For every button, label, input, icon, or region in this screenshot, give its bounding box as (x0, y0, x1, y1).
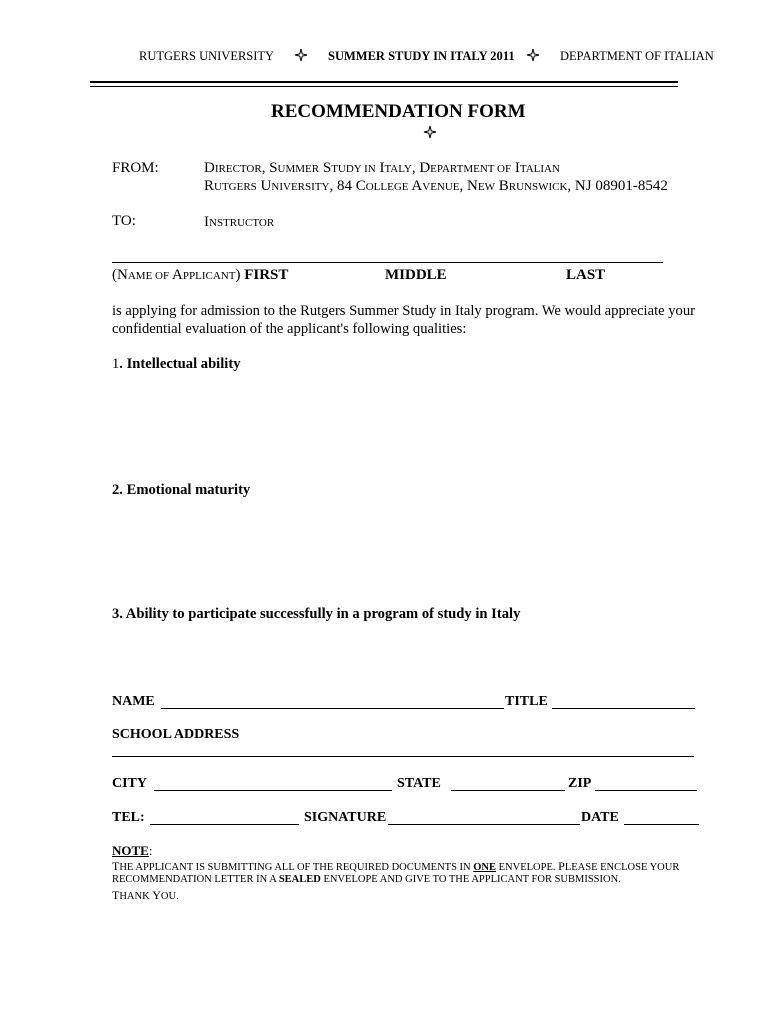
to-value: INSTRUCTOR (204, 214, 275, 230)
note-line-1: THE APPLICANT IS SUBMITTING ALL OF THE REQUIRED DOCUMENTS IN ONE ENVELOPE. PLEASE ENCLOSE YOUR (112, 859, 680, 873)
header-rule-top (90, 81, 678, 83)
tel-label: TEL: (112, 810, 145, 825)
quality-intellectual-ability: 1. Intellectual ability (112, 356, 241, 372)
middle-name-label: MIDDLE (385, 267, 447, 283)
name-field[interactable] (161, 708, 504, 709)
note-line-2: RECOMMENDATION LETTER IN A SEALED ENVELOPE AND GIVE TO THE APPLICANT FOR SUBMISSION. (112, 874, 621, 885)
note-label: NOTE: (112, 843, 153, 858)
star-icon (423, 125, 437, 139)
last-name-label: LAST (566, 267, 606, 283)
applicant-name-field[interactable] (112, 262, 663, 263)
to-label: TO: (112, 213, 136, 229)
first-name-label: FIRST (244, 267, 289, 283)
city-label: CITY (112, 776, 148, 791)
quality-emotional-maturity: 2. Emotional maturity (112, 482, 251, 498)
school-address-label: SCHOOL ADDRESS (112, 727, 240, 742)
date-label: DATE (581, 810, 619, 825)
title-field[interactable] (552, 708, 695, 709)
star-icon (526, 48, 540, 62)
name-label: NAME (112, 694, 155, 709)
note-line-3: THANK YOU. (112, 888, 179, 902)
city-field[interactable] (154, 790, 392, 791)
date-field[interactable] (624, 824, 699, 825)
header-left: RUTGERS UNIVERSITY (139, 49, 275, 63)
quality-study-in-italy: 3. Ability to participate successfully in a program of study in Italy (112, 606, 521, 622)
header-right: DEPARTMENT OF ITALIAN (560, 49, 714, 63)
state-label: STATE (397, 776, 441, 791)
signature-label: SIGNATURE (304, 810, 387, 825)
applicant-name-label: (NAME OF APPLICANT) FIRST (112, 267, 289, 283)
tel-field[interactable] (150, 824, 299, 825)
from-line-1: DIRECTOR, SUMMER STUDY IN ITALY, DEPARTMENT OF ITALIAN (204, 160, 560, 176)
state-field[interactable] (451, 790, 565, 791)
from-line-2: RUTGERS UNIVERSITY, 84 COLLEGE AVENUE, NEW BRUNSWICK, NJ 08901-8542 (204, 178, 668, 194)
title-label: TITLE (505, 694, 548, 709)
star-icon (294, 48, 308, 62)
zip-field[interactable] (595, 790, 697, 791)
intro-line-1: is applying for admission to the Rutgers Summer Study in Italy program. We would appreciate your (112, 303, 696, 319)
school-address-field[interactable] (112, 756, 694, 757)
intro-line-2: confidential evaluation of the applicant's following qualities: (112, 321, 467, 337)
page-title: RECOMMENDATION FORM (271, 101, 526, 122)
signature-field[interactable] (388, 824, 580, 825)
header-center: SUMMER STUDY IN ITALY 2011 (328, 49, 515, 63)
zip-label: ZIP (568, 776, 592, 791)
from-label: FROM: (112, 160, 159, 176)
header-rule-bottom (90, 86, 678, 87)
